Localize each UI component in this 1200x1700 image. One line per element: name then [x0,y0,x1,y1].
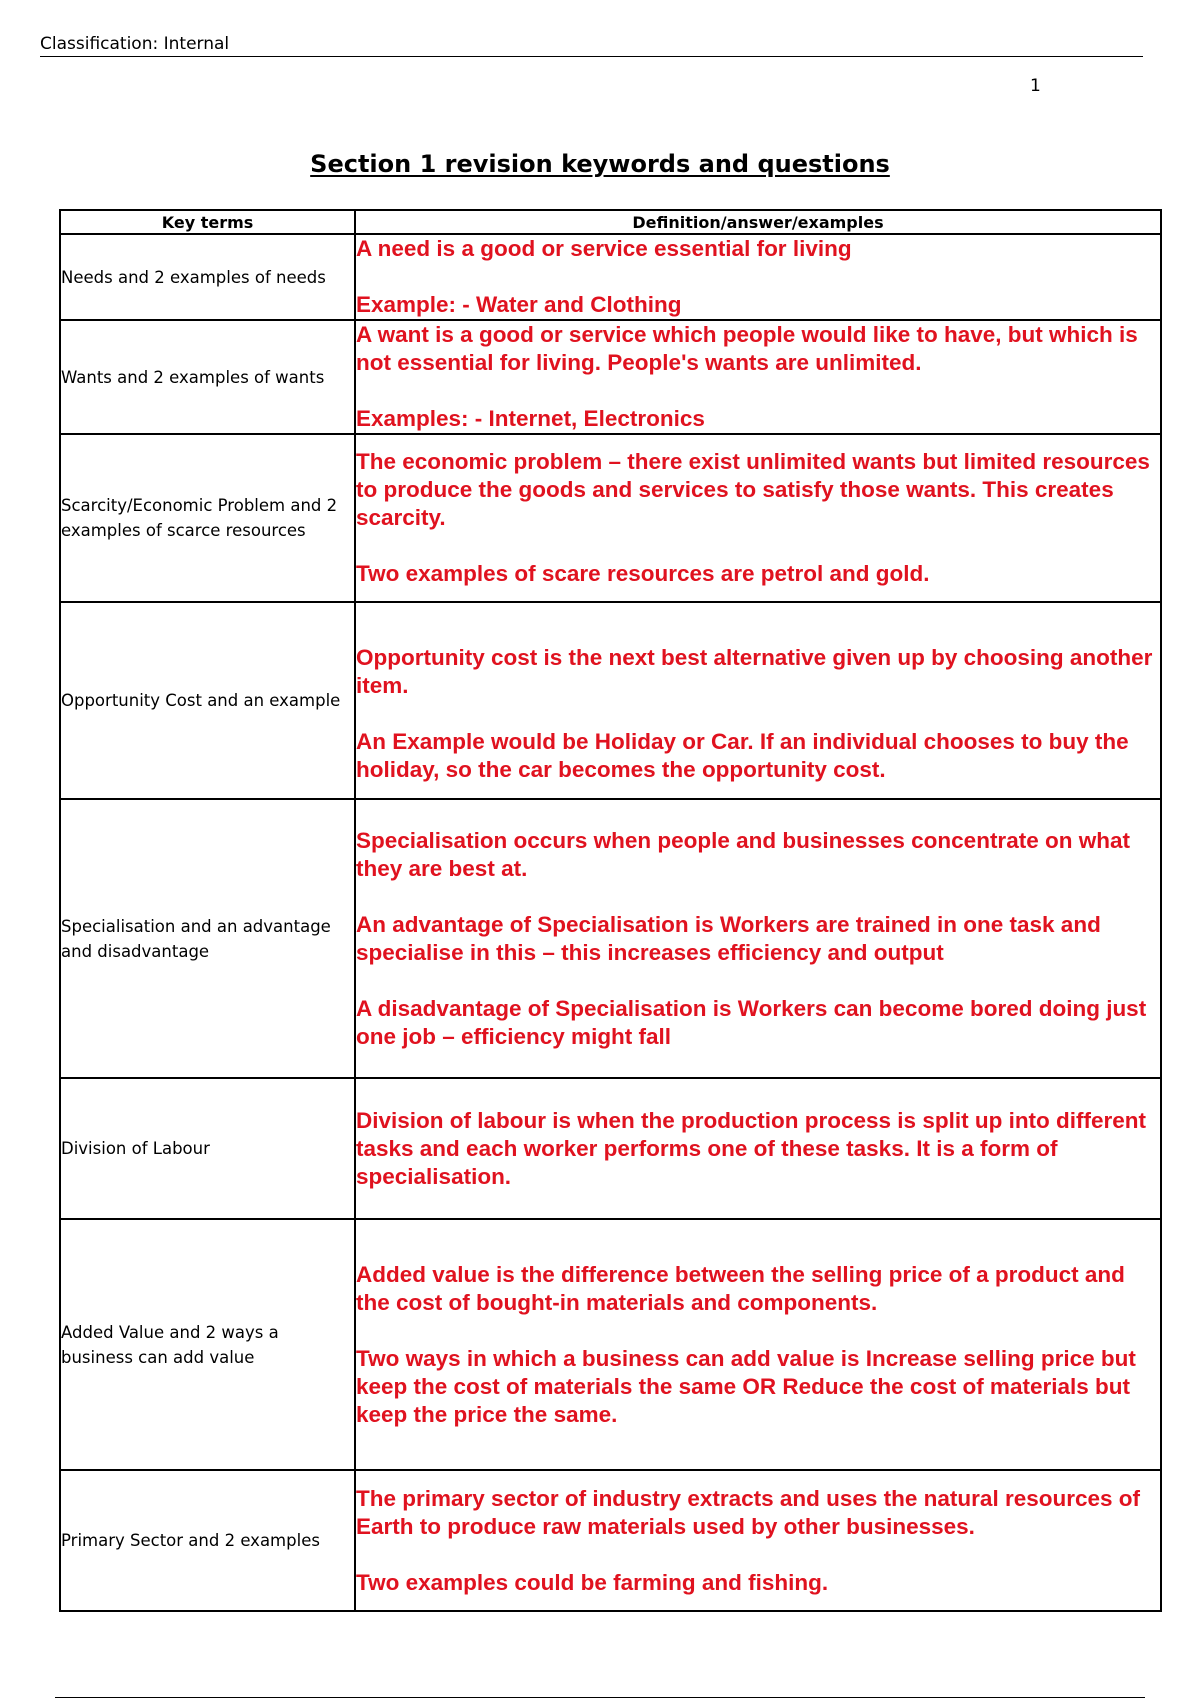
answer-text: Specialisation occurs when people and businesses concentrate on what they are best at. [356,827,1130,881]
answer-text: A disadvantage of Specialisation is Workers can become bored doing just one job – efficiency might fall [356,995,1147,1049]
table-row [60,1219,1161,1470]
answer-text: Two ways in which a business can add value is Increase selling price but keep the cost of materials the same OR Reduce the cost of materials but keep the price the same. [356,1345,1136,1427]
term-cell: Wants and 2 examples of wants [60,320,355,434]
table-header-row [60,210,1161,234]
answer-text: Division of labour is when the production process is split up into different tasks and each worker performs one of these tasks. It is a form of specialisation. [356,1107,1147,1189]
term-cell: Division of Labour [60,1078,355,1219]
term-cell: Needs and 2 examples of needs [60,234,355,320]
table-row [60,799,1161,1078]
answer-text: The primary sector of industry extracts and uses the natural resources of Earth to produce raw materials used by other businesses. [356,1485,1140,1539]
term-cell: Opportunity Cost and an example [60,602,355,799]
answer-text: Example: - Water and Clothing [356,292,682,317]
answer-cell [355,320,1161,434]
answer-text: The economic problem – there exist unlimited wants but limited resources to produce the goods and services to satisfy those wants. This creates scarcity. [356,449,1150,530]
answer-text: A need is a good or service essential for living [356,236,852,261]
answer-text: Added value is the difference between the selling price of a product and the cost of bought-in materials and components. [356,1261,1125,1315]
answer-text: Examples: - Internet, Electronics [356,406,705,431]
header-key-terms: Key terms [60,210,355,234]
table-row [60,602,1161,799]
answer-cell [355,1078,1161,1219]
table-row [60,434,1161,602]
table-row [60,1078,1161,1219]
footer-divider [55,1697,1145,1698]
page-number: 1 [1030,76,1041,96]
answer-cell [355,602,1161,799]
answer-cell [355,1219,1161,1470]
table-row [60,1470,1161,1611]
answer-text: Opportunity cost is the next best alternative given up by choosing another item. [356,644,1153,698]
answer-text: Two examples of scare resources are petrol and gold. [356,561,930,586]
term-cell: Specialisation and an advantage and disadvantage [60,799,355,1078]
answer-text: Two examples could be farming and fishing. [356,1569,829,1595]
header-divider [40,56,1143,57]
table-row [60,320,1161,434]
answer-text: A want is a good or service which people would like to have, but which is not essential for living. People's wants are unlimited. [356,322,1138,375]
term-cell: Added Value and 2 ways a business can add value [60,1219,355,1470]
classification-label: Classification: Internal [40,34,230,54]
term-cell: Primary Sector and 2 examples [60,1470,355,1611]
answer-text: An advantage of Specialisation is Workers are trained in one task and specialise in this – this increases efficiency and output [356,911,1101,965]
keyterms-table [59,209,1162,1612]
document-title: Section 1 revision keywords and questions [310,150,890,178]
answer-cell [355,434,1161,602]
answer-text: An Example would be Holiday or Car. If an individual chooses to buy the holiday, so the car becomes the opportunity cost. [356,728,1129,782]
table-row [60,234,1161,320]
answer-cell [355,1470,1161,1611]
header-definition: Definition/answer/examples [355,210,1161,234]
answer-cell [355,234,1161,320]
answer-cell [355,799,1161,1078]
term-cell: Scarcity/Economic Problem and 2 examples of scarce resources [60,434,355,602]
